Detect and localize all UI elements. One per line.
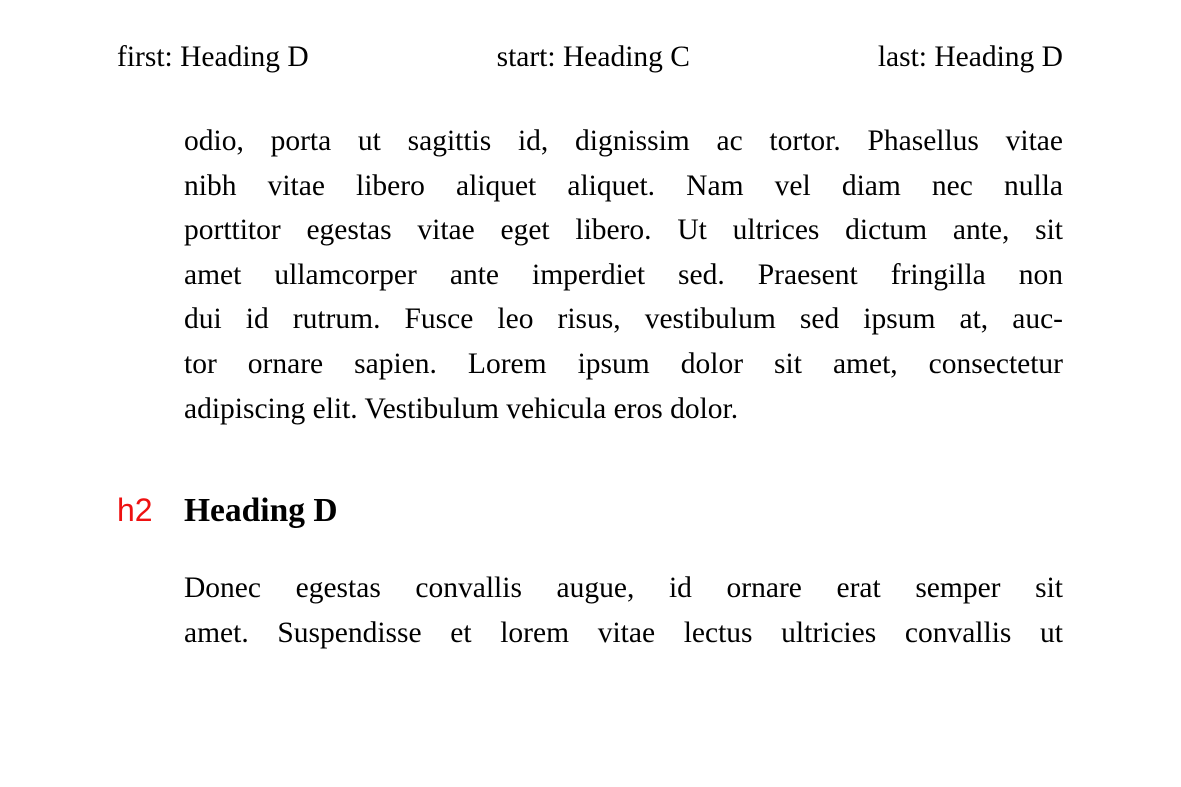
text-line: Donec egestas convallis augue, id ornare erat semper sit xyxy=(184,572,1063,604)
section-heading: Heading D xyxy=(184,492,338,529)
h2-tag-label: h2 xyxy=(117,492,153,528)
text-line: amet. Suspendisse et lorem vitae lectus ultricies convallis ut xyxy=(184,616,1063,649)
paragraph-2 xyxy=(184,566,1063,655)
text-line: tor ornare sapien. Lorem ipsum dolor sit amet, consectetur xyxy=(184,347,1063,380)
paragraph-1 xyxy=(184,119,1063,431)
text-line: odio, porta ut sagittis id, dignissim ac tortor. Phasellus vitae xyxy=(184,125,1063,157)
heading-row xyxy=(117,494,338,528)
text-line: nibh vitae libero aliquet aliquet. Nam vel diam nec nulla xyxy=(184,169,1063,202)
text-line: adipiscing elit. Vestibulum vehicula eros dolor. xyxy=(184,392,739,425)
running-header xyxy=(117,41,1063,73)
text-line: amet ullamcorper ante imperdiet sed. Praesent fringilla non xyxy=(184,258,1063,291)
running-header-last: last: Heading D xyxy=(877,41,1063,73)
running-header-first: first: Heading D xyxy=(117,41,309,73)
text-line: porttitor egestas vitae eget libero. Ut ultrices dictum ante, sit xyxy=(184,214,1063,247)
running-header-start: start: Heading C xyxy=(496,41,690,73)
text-line: dui id rutrum. Fusce leo risus, vestibulum sed ipsum at, auc- xyxy=(184,303,1063,336)
